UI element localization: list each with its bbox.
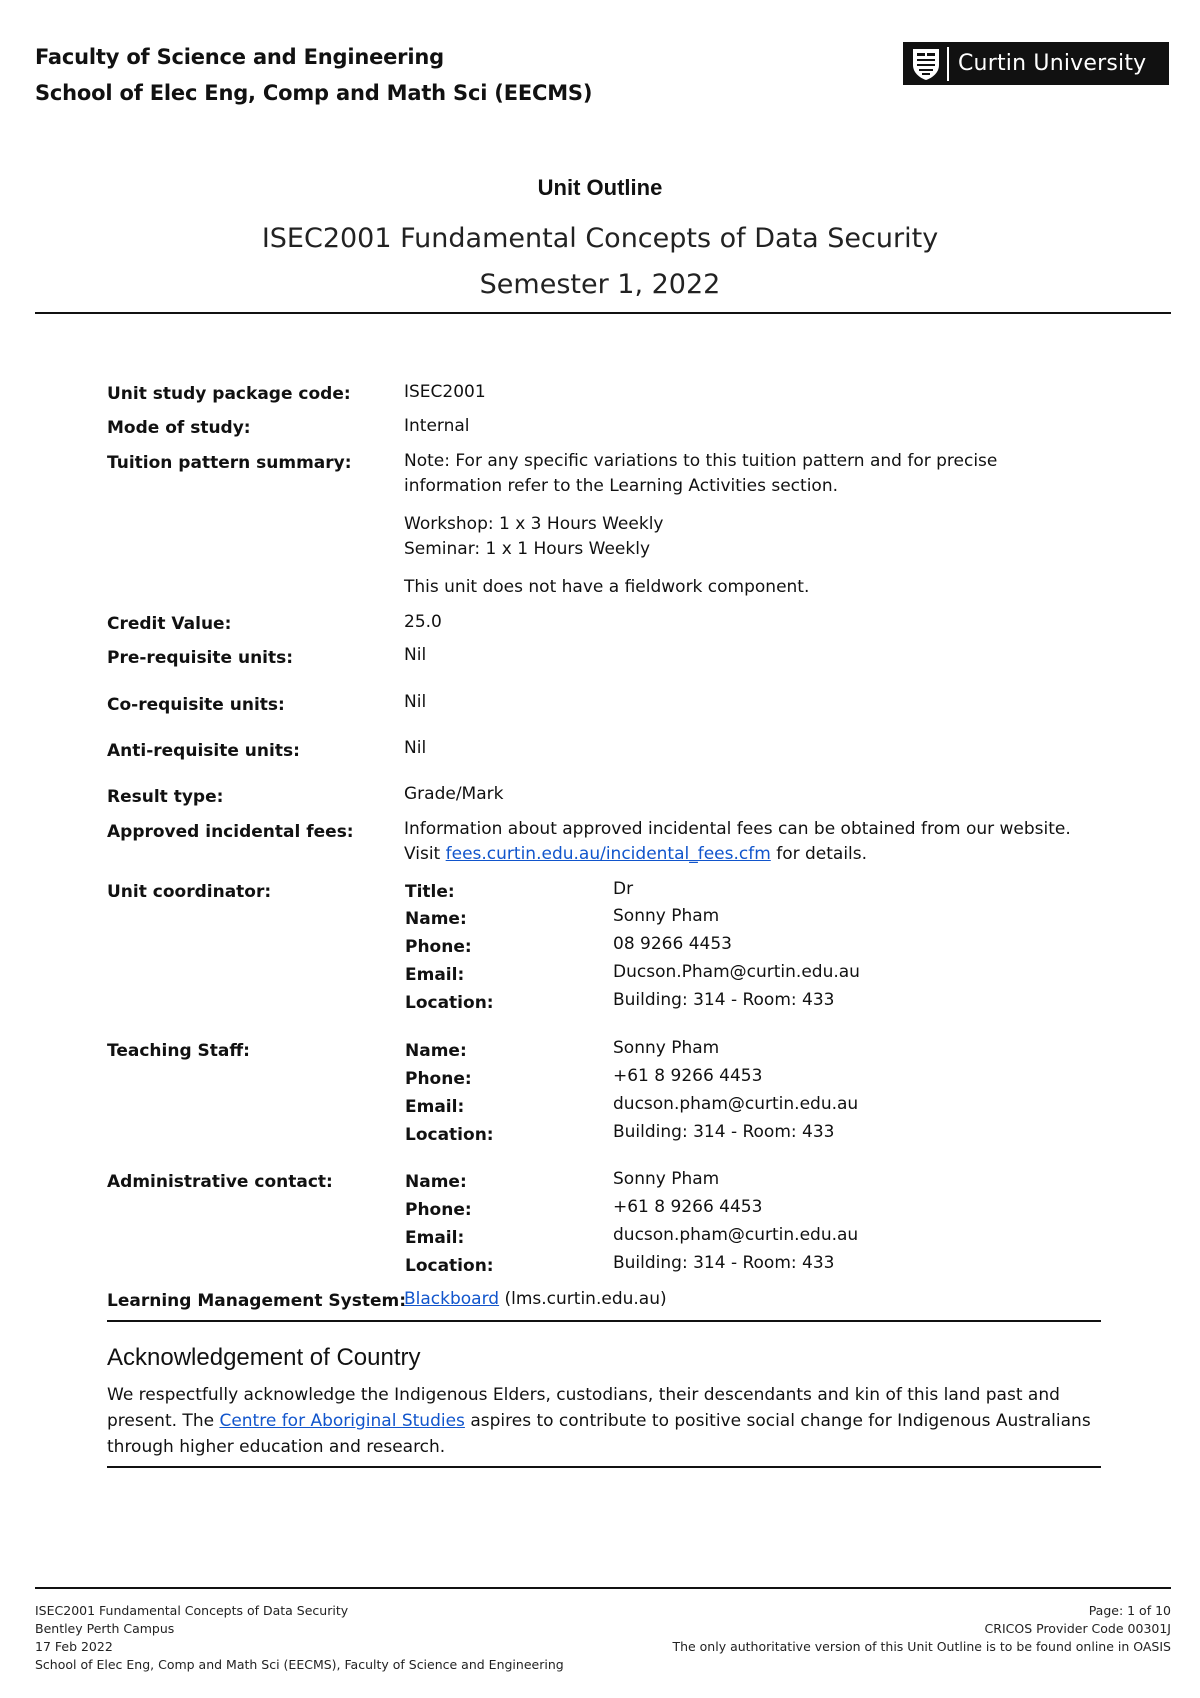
result-type-value: Grade/Mark: [404, 784, 504, 804]
title-divider: [35, 312, 1171, 314]
coreq-value: Nil: [404, 692, 427, 712]
mode-label: Mode of study:: [107, 418, 251, 438]
admin-location-value: Building: 314 - Room: 433: [613, 1253, 835, 1273]
faculty-heading: Faculty of Science and Engineering: [35, 45, 444, 69]
teaching-phone-key: Phone:: [405, 1069, 472, 1089]
footer-cricos: CRICOS Provider Code 00301J: [984, 1621, 1171, 1636]
acknowledgement-divider: [107, 1466, 1101, 1468]
footer-campus: Bentley Perth Campus: [35, 1621, 175, 1636]
prereq-label: Pre-requisite units:: [107, 648, 294, 668]
coordinator-email-key: Email:: [405, 965, 465, 985]
teaching-phone-value: +61 8 9266 4453: [613, 1066, 763, 1086]
teaching-email-value: ducson.pham@curtin.edu.au: [613, 1094, 859, 1114]
coordinator-email-value: Ducson.Pham@curtin.edu.au: [613, 962, 860, 982]
tuition-note-line1: Note: For any specific variations to this tuition pattern and for precise: [404, 451, 998, 471]
unit-title: ISEC2001 Fundamental Concepts of Data Security: [261, 223, 939, 254]
logo-wordmark: Curtin University: [958, 51, 1147, 76]
semester: Semester 1, 2022: [479, 269, 721, 300]
credit-label: Credit Value:: [107, 614, 232, 634]
acknowledgement-text: [107, 1382, 1097, 1460]
teaching-location-key: Location:: [405, 1125, 494, 1145]
coreq-label: Co-requisite units:: [107, 695, 285, 715]
admin-location-key: Location:: [405, 1256, 494, 1276]
section-divider: [107, 1320, 1101, 1322]
aboriginal-studies-link[interactable]: Centre for Aboriginal Studies: [219, 1411, 465, 1431]
ack-text-before: We respectfully acknowledge the Indigenous Elders, custodians, their descendants and kin of this land past and present. The: [107, 1385, 1060, 1431]
curtin-logo: [903, 42, 1169, 85]
coordinator-title-value: Dr: [613, 879, 634, 899]
lms-url-text: (lms.curtin.edu.au): [504, 1289, 667, 1309]
fees-label: Approved incidental fees:: [107, 822, 354, 842]
teaching-name-key: Name:: [405, 1041, 467, 1061]
admin-email-key: Email:: [405, 1228, 465, 1248]
teaching-staff-label: Teaching Staff:: [107, 1041, 250, 1061]
fees-after-text: for details.: [776, 844, 868, 864]
footer-divider: [35, 1587, 1171, 1589]
footer-authoritative-note: The only authoritative version of this Unit Outline is to be found online in OASIS: [672, 1639, 1171, 1654]
fees-visit-text: Visit: [404, 844, 441, 864]
package-code-value: ISEC2001: [404, 382, 486, 402]
admin-phone-value: +61 8 9266 4453: [613, 1197, 763, 1217]
result-type-label: Result type:: [107, 787, 224, 807]
ack-text-after: aspires to contribute to positive social change for Indigenous Australians through higher education and research.: [107, 1411, 1091, 1457]
tuition-seminar: Seminar: 1 x 1 Hours Weekly: [404, 539, 651, 559]
antireq-label: Anti-requisite units:: [107, 741, 300, 761]
coordinator-phone-key: Phone:: [405, 937, 472, 957]
admin-email-value: ducson.pham@curtin.edu.au: [613, 1225, 859, 1245]
fees-link[interactable]: fees.curtin.edu.au/incidental_fees.cfm: [445, 844, 771, 864]
teaching-email-key: Email:: [405, 1097, 465, 1117]
footer-page-number: Page: 1 of 10: [1088, 1603, 1171, 1618]
acknowledgement-heading: Acknowledgement of Country: [107, 1344, 421, 1371]
package-code-label: Unit study package code:: [107, 384, 351, 404]
shield-crest-icon: [911, 47, 941, 81]
fees-line2: [404, 842, 867, 867]
admin-name-value: Sonny Pham: [613, 1169, 720, 1189]
footer-school: School of Elec Eng, Comp and Math Sci (EECMS), Faculty of Science and Engineering: [35, 1657, 564, 1672]
tuition-fieldwork: This unit does not have a fieldwork component.: [404, 577, 810, 597]
fees-line1: Information about approved incidental fees can be obtained from our website.: [404, 819, 1071, 839]
antireq-value: Nil: [404, 738, 427, 758]
school-heading: School of Elec Eng, Comp and Math Sci (EECMS): [35, 81, 593, 105]
coordinator-name-value: Sonny Pham: [613, 906, 720, 926]
admin-phone-key: Phone:: [405, 1200, 472, 1220]
coordinator-location-key: Location:: [405, 993, 494, 1013]
logo-divider: [947, 47, 949, 81]
tuition-note-line2: information refer to the Learning Activities section.: [404, 476, 838, 496]
tuition-label: Tuition pattern summary:: [107, 453, 352, 473]
tuition-workshop: Workshop: 1 x 3 Hours Weekly: [404, 514, 664, 534]
admin-name-key: Name:: [405, 1172, 467, 1192]
coordinator-label: Unit coordinator:: [107, 882, 272, 902]
lms-value: [404, 1287, 667, 1312]
admin-contact-label: Administrative contact:: [107, 1172, 333, 1192]
coordinator-location-value: Building: 314 - Room: 433: [613, 990, 835, 1010]
mode-value: Internal: [404, 416, 470, 436]
blackboard-link[interactable]: Blackboard: [404, 1289, 500, 1309]
coordinator-title-key: Title:: [405, 882, 455, 902]
coordinator-name-key: Name:: [405, 909, 467, 929]
footer-unit: ISEC2001 Fundamental Concepts of Data Security: [35, 1603, 349, 1618]
footer-date: 17 Feb 2022: [35, 1639, 113, 1654]
prereq-value: Nil: [404, 645, 427, 665]
coordinator-phone-value: 08 9266 4453: [613, 934, 732, 954]
teaching-location-value: Building: 314 - Room: 433: [613, 1122, 835, 1142]
lms-label: Learning Management System:: [107, 1291, 407, 1311]
document-type: Unit Outline: [537, 175, 663, 200]
credit-value: 25.0: [404, 612, 442, 632]
teaching-name-value: Sonny Pham: [613, 1038, 720, 1058]
